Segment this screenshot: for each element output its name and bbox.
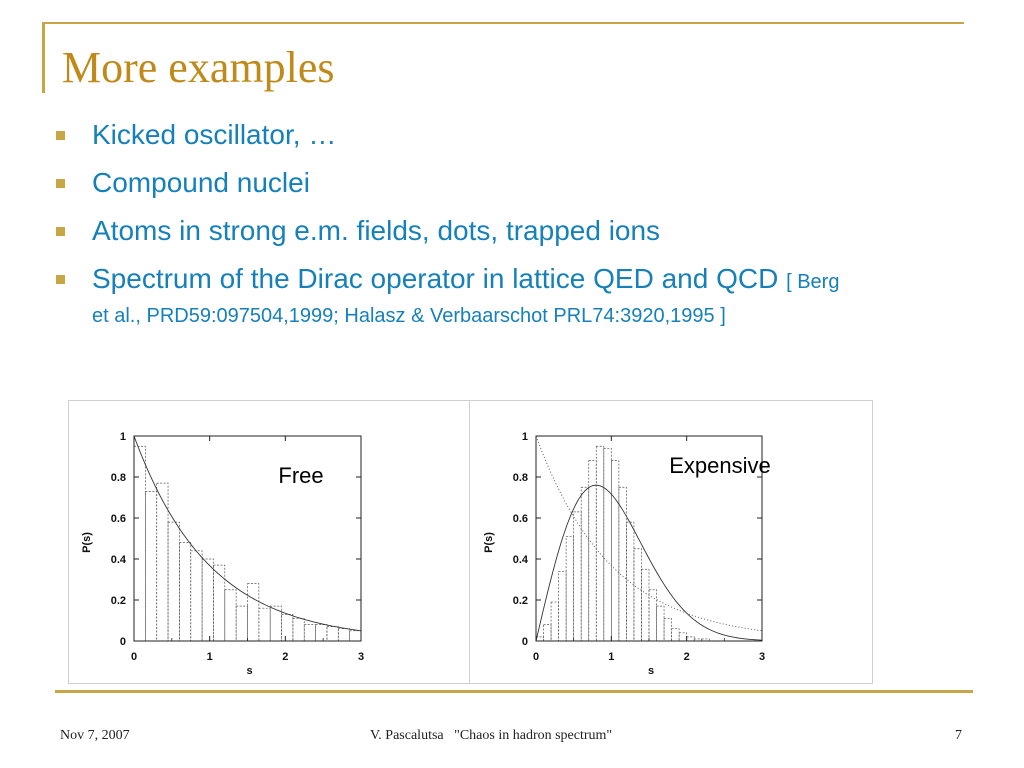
histogram-bar [551, 602, 559, 641]
curve-wigner [536, 485, 762, 641]
histogram-bar [259, 608, 270, 641]
bullet-square-icon [56, 227, 65, 236]
histogram-bar [634, 549, 642, 641]
x-tick-label: 3 [357, 651, 365, 663]
histogram-bar [145, 491, 156, 641]
x-tick-label: 0 [532, 651, 540, 663]
histogram-bar [282, 614, 293, 641]
histogram-bar [566, 536, 574, 641]
bullet-list [56, 118, 856, 344]
bullet-reference: [ Berg et al., PRD59:097504,1999; Halasz & Verbaarschot PRL74:3920,1995 ] [92, 271, 840, 327]
y-tick-label: 0.6 [110, 513, 126, 525]
y-tick-label: 1 [119, 431, 126, 443]
histogram-bar [248, 584, 259, 641]
histogram-bar [687, 637, 695, 641]
histogram-bar [293, 618, 304, 641]
figure-panel [68, 400, 873, 684]
histogram-bar [191, 551, 202, 641]
histogram-plot-expensive [470, 401, 872, 683]
histogram-bar [168, 522, 179, 641]
footer-date: Nov 7, 2007 [60, 728, 130, 743]
bullet-square-icon [56, 179, 65, 188]
histogram-bar [304, 625, 315, 641]
y-tick-label: 0.8 [110, 472, 126, 484]
bullet-text: Atoms in strong e.m. fields, dots, trapped ions [92, 215, 661, 246]
y-tick-label: 0.2 [110, 595, 126, 607]
y-axis-label: P(s) [81, 532, 93, 553]
histogram-bar [641, 569, 649, 641]
histogram-bar [679, 633, 687, 641]
histogram-bar [596, 446, 604, 641]
x-tick-label: 1 [206, 651, 213, 663]
bullet-item [56, 166, 856, 200]
histogram-plot-free [69, 401, 469, 683]
x-axis-label: s [647, 665, 655, 677]
bullet-text: Compound nuclei [92, 167, 310, 198]
histogram-bar [225, 590, 236, 641]
y-axis-label: P(s) [483, 532, 495, 553]
histogram-bar [202, 559, 213, 641]
histogram-bar [327, 627, 338, 641]
page-number: 7 [955, 728, 962, 743]
histogram-bar [649, 590, 657, 641]
panel-label: Free [278, 463, 324, 488]
y-tick-label: 0.4 [110, 554, 126, 566]
bullet-item [56, 262, 856, 330]
histogram-bar [626, 522, 634, 641]
histogram-bar [657, 606, 665, 641]
histogram-bar [213, 565, 224, 641]
histogram-bar [581, 487, 589, 641]
bullet-square-icon [56, 131, 65, 140]
x-axis-label: s [246, 665, 253, 677]
y-tick-label: 1 [521, 431, 528, 443]
histogram-bar [134, 446, 145, 641]
footer-rule [55, 690, 973, 693]
histogram-bar [604, 448, 612, 641]
frame-top-rule [42, 22, 964, 24]
histogram-bar [179, 543, 190, 641]
x-tick-label: 3 [758, 651, 766, 663]
histogram-bar [672, 629, 680, 641]
histogram-bar [611, 461, 619, 641]
histogram-bar [574, 512, 582, 641]
bullet-item [56, 214, 856, 248]
frame-vertical-accent [42, 22, 45, 93]
histogram-bar [544, 625, 552, 641]
histogram-bar [664, 618, 672, 641]
panel-label: Expensive [669, 453, 771, 478]
histogram-bar [559, 571, 567, 641]
footer-title: V. Pascalutsa "Chaos in hadron spectrum" [370, 728, 613, 743]
x-tick-label: 2 [282, 651, 289, 663]
bullet-text: Spectrum of the Dirac operator in lattice QED and QCD [92, 263, 779, 294]
histogram-bar [338, 629, 349, 641]
y-tick-label: 0.6 [512, 513, 528, 525]
x-tick-label: 2 [683, 651, 690, 663]
histogram-bar [350, 631, 361, 641]
x-tick-label: 1 [608, 651, 615, 663]
y-tick-label: 0 [521, 636, 528, 648]
x-tick-label: 0 [130, 651, 138, 663]
bullet-text: Kicked oscillator, … [92, 119, 337, 150]
slide-title: More examples [62, 43, 335, 92]
histogram-bar [589, 461, 597, 641]
y-tick-label: 0.2 [512, 595, 528, 607]
y-tick-label: 0 [119, 636, 126, 648]
bullet-square-icon [56, 275, 65, 284]
histogram-bar [316, 625, 327, 641]
histogram-bar [236, 606, 247, 641]
y-tick-label: 0.4 [512, 554, 528, 566]
bullet-item [56, 118, 856, 152]
y-tick-label: 0.8 [512, 472, 528, 484]
